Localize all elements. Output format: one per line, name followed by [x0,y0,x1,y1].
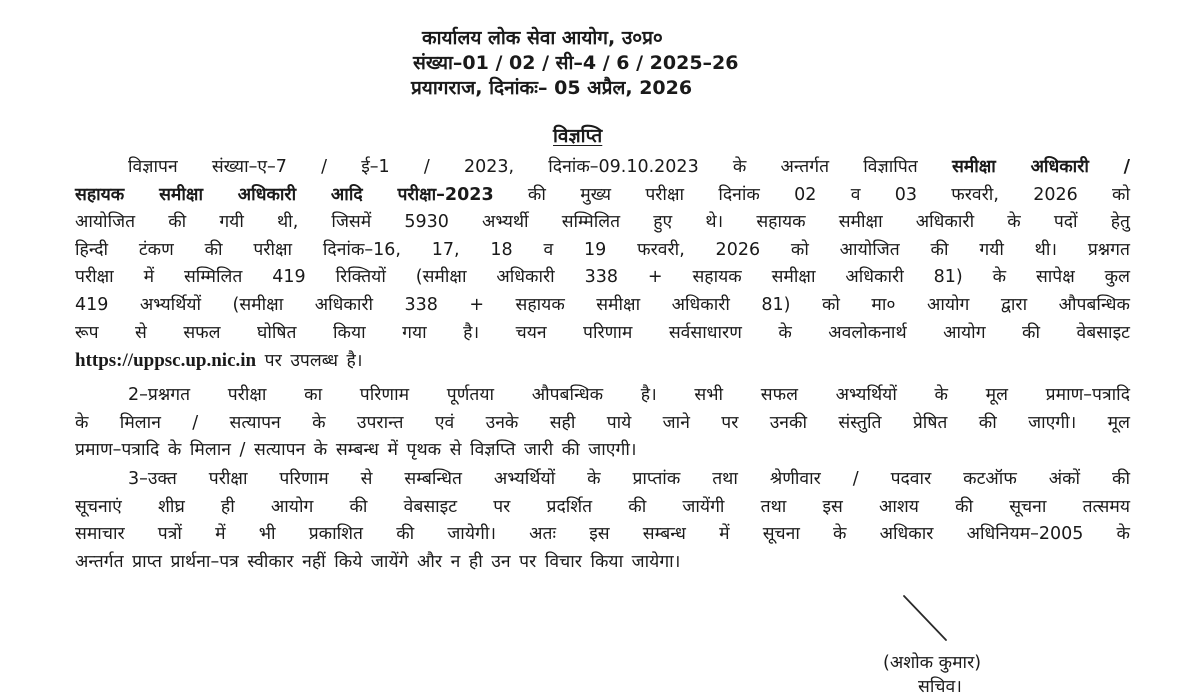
signature-stroke-icon [902,594,952,644]
reference-number: संख्या–01 / 02 / सी–4 / 6 / 2025–26 [413,52,739,74]
paragraph-3 [75,466,1130,576]
paragraph-1-line: आयोजित की गयी थी, जिसमें 5930 अभ्यर्थी सम्मिलित हुए थे। सहायक समीक्षा अधिकारी के पदों हेतु [75,212,1130,233]
paragraph-1-line: रूप से सफल घोषित किया गया है। चयन परिणाम सर्वसाधारण के अवलोकनार्थ आयोग की वेबसाइट [75,322,1130,343]
signatory-designation: सचिव। [918,677,962,697]
signatory-name: (अशोक कुमार) [883,653,982,673]
office-name: कार्यालय लोक सेवा आयोग, उ०प्र० [422,27,663,49]
text-run: की मुख्य परीक्षा दिनांक 02 व 03 फरवरी, 2026 को [493,184,1130,205]
exam-name-bold: सहायक समीक्षा अधिकारी आदि परीक्षा–2023 [75,184,494,205]
paragraph-1-line: हिन्दी टंकण की परीक्षा दिनांक–16, 17, 18 व 19 फरवरी, 2026 को आयोजित की गयी थी। प्रश्नगत [75,239,1130,260]
paragraph-1-line [75,347,1130,375]
paragraph-3-line: 3–उक्त परीक्षा परिणाम से सम्बन्धित अभ्यर्थियों के प्राप्तांक तथा श्रेणीवार / पदवार कटऑफ अंकों की [128,469,1130,489]
paragraph-2-line: 2–प्रश्नगत परीक्षा का परिणाम पूर्णतया औपबन्धिक है। सभी सफल अभ्यर्थियों के मूल प्रमाण–पत्रादि [128,385,1130,405]
place-date: प्रयागराज, दिनांकः– 05 अप्रैल, 2026 [411,77,693,99]
post-name-bold: समीक्षा अधिकारी / [951,157,1131,177]
paragraph-1-line: परीक्षा में सम्मिलित 419 रिक्तियों (समीक्षा अधिकारी 338 + सहायक समीक्षा अधिकारी 81) के सापेक्ष कुल [75,267,1130,288]
paragraph-3-line: सूचनाएं शीघ्र ही आयोग की वेबसाइट पर प्रदर्शित की जायेंगी तथा इस आशय की सूचना तत्समय [75,496,1130,517]
paragraph-2-line: प्रमाण–पत्रादि के मिलान / सत्यापन के सम्बन्ध में पृथक से विज्ञप्ति जारी की जाएगी। [75,440,637,461]
text-run: पर उपलब्ध है। [256,351,363,372]
paragraph-1-line [75,154,1130,182]
text-run: विज्ञापन संख्या–ए–7 / ई–1 / 2023, दिनांक–09.10.2023 के अन्तर्गत विज्ञापित [128,157,952,177]
notice-title: विज्ञप्ति [553,125,603,147]
paragraph-1-line: 419 अभ्यर्थियों (समीक्षा अधिकारी 338 + सहायक समीक्षा अधिकारी 81) को मा० आयोग द्वारा औपबन्धिक [75,294,1130,315]
paragraph-2 [75,382,1130,465]
paragraph-2-line: के मिलान / सत्यापन के उपरान्त एवं उनके सही पाये जाने पर उनकी संस्तुति प्रेषित की जाएगी। मूल [75,412,1130,433]
paragraph-3-line: अन्तर्गत प्राप्त प्रार्थना–पत्र स्वीकार नहीं किये जायेंगे और न ही उन पर विचार किया जायेगा। [75,551,681,572]
website-link[interactable]: https://uppsc.up.nic.in [75,350,257,372]
paragraph-3-line: समाचार पत्रों में भी प्रकाशित की जायेगी। अतः इस सम्बन्ध में सूचना के अधिकार अधिनियम–2005 के [75,524,1130,545]
paragraph-1 [75,154,1130,375]
paragraph-1-line [75,182,1130,210]
